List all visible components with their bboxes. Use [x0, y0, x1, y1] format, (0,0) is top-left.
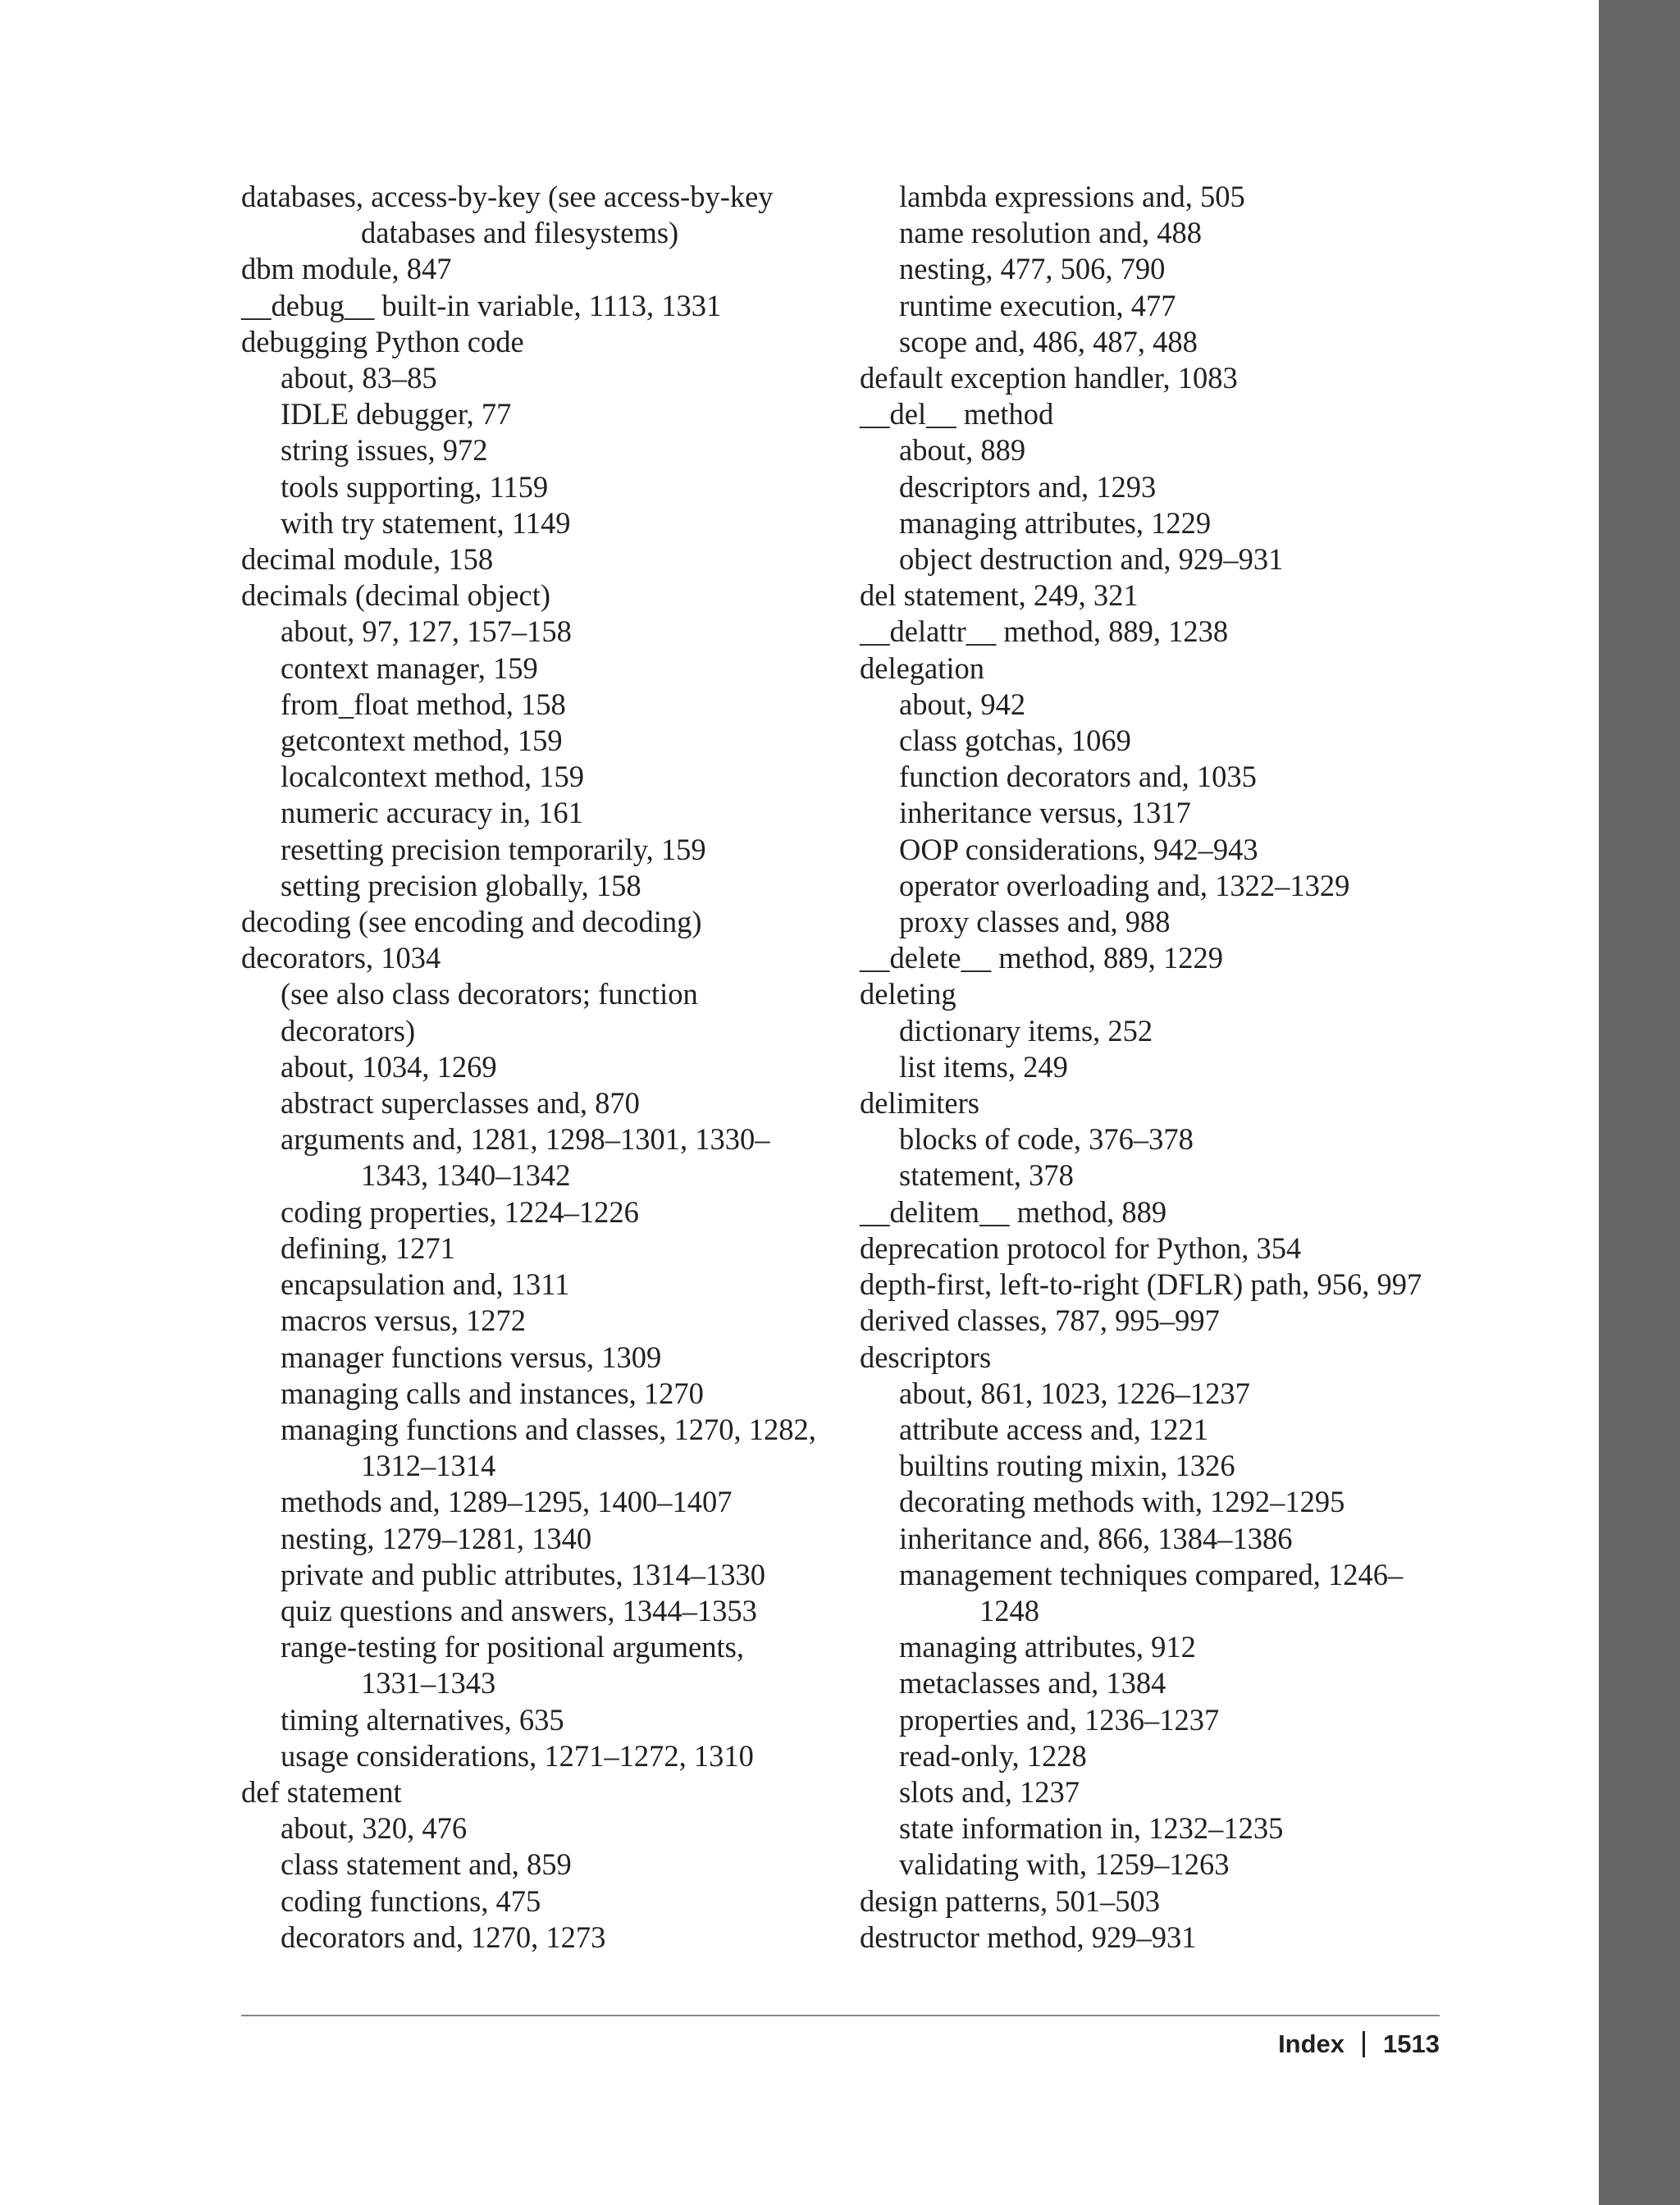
entry-text: default exception handler, 1083 — [860, 361, 1238, 395]
index-subentry — [860, 832, 1483, 868]
entry-text: IDLE debugger, 77 — [281, 397, 512, 431]
index-subentry — [860, 1557, 1483, 1629]
index-subentry — [241, 1230, 865, 1267]
index-column-left — [241, 179, 865, 1956]
entry-text: about, 1034, 1269 — [281, 1049, 497, 1084]
index-subentry — [860, 1448, 1483, 1484]
entry-text: __delete__ method, 889, 1229 — [860, 941, 1223, 975]
page-footer — [1278, 2028, 1440, 2061]
entry-text: def statement — [241, 1774, 402, 1809]
entry-continuation: 1248 — [979, 1593, 1039, 1628]
entry-text: about, 83–85 — [281, 361, 437, 395]
footer-rule — [241, 2015, 1440, 2016]
index-subentry — [860, 1121, 1483, 1157]
entry-text: defining, 1271 — [281, 1230, 455, 1265]
entry-text: manager functions versus, 1309 — [281, 1340, 662, 1374]
index-subentry — [241, 832, 865, 868]
entry-text: decimal module, 158 — [241, 542, 494, 577]
entry-text: about, 942 — [899, 687, 1026, 721]
entry-text: coding properties, 1224–1226 — [281, 1194, 639, 1229]
entry-text: slots and, 1237 — [899, 1774, 1080, 1809]
entry-text: about, 861, 1023, 1226–1237 — [899, 1376, 1250, 1410]
entry-text: timing alternatives, 635 — [281, 1702, 564, 1737]
entry-text: __delattr__ method, 889, 1238 — [860, 614, 1229, 649]
index-subentry — [860, 1702, 1483, 1738]
index-entry — [241, 904, 865, 940]
index-subentry — [241, 723, 865, 759]
page-edge-bar — [1599, 0, 1680, 2205]
index-entry — [860, 1920, 1483, 1956]
entry-text: name resolution and, 488 — [899, 216, 1202, 250]
index-subentry — [241, 1049, 865, 1085]
entry-text: blocks of code, 376–378 — [899, 1122, 1194, 1157]
index-subentry — [241, 1557, 865, 1593]
entry-continuation: 1312–1314 — [361, 1449, 496, 1483]
entry-text: OOP considerations, 942–943 — [899, 832, 1258, 866]
entry-text: destructor method, 929–931 — [860, 1920, 1197, 1954]
entry-text: about, 889 — [899, 433, 1026, 468]
entry-text: decoding (see encoding and decoding) — [241, 905, 702, 939]
index-subentry — [860, 1157, 1483, 1194]
entry-text: object destruction and, 929–931 — [899, 542, 1284, 577]
index-subentry — [241, 1810, 865, 1847]
index-column-right — [860, 179, 1483, 1956]
entry-text: metaclasses and, 1384 — [899, 1666, 1166, 1701]
entry-text: string issues, 972 — [281, 433, 488, 468]
index-subentry — [241, 1521, 865, 1557]
index-entry — [241, 578, 865, 614]
entry-text: decorators and, 1270, 1273 — [281, 1920, 606, 1954]
entry-text: function decorators and, 1035 — [899, 760, 1257, 794]
index-entry — [860, 1340, 1483, 1376]
index-subentry — [241, 759, 865, 795]
index-subentry — [241, 1303, 865, 1339]
entry-text: about, 320, 476 — [281, 1811, 468, 1846]
index-subentry — [241, 1013, 865, 1049]
index-subentry — [860, 687, 1483, 723]
entry-text: about, 97, 127, 157–158 — [281, 614, 572, 649]
entry-text: context manager, 159 — [281, 651, 538, 685]
index-subentry — [860, 1774, 1483, 1810]
page-number: 1513 — [1383, 2029, 1440, 2058]
entry-text: list items, 249 — [899, 1049, 1068, 1084]
index-entry — [860, 1230, 1483, 1267]
index-subentry — [860, 179, 1483, 215]
entry-text: encapsulation and, 1311 — [281, 1267, 570, 1302]
index-entry — [241, 324, 865, 360]
index-subentry — [241, 614, 865, 650]
entry-text: __debug__ built-in variable, 1113, 1331 — [241, 288, 722, 322]
index-entry — [241, 541, 865, 578]
entry-text: numeric accuracy in, 161 — [281, 796, 583, 830]
entry-continuation: 1331–1343 — [361, 1666, 496, 1701]
entry-text: private and public attributes, 1314–1330 — [281, 1557, 765, 1591]
entry-text: deleting — [860, 977, 956, 1011]
entry-text: managing attributes, 912 — [899, 1630, 1196, 1664]
index-subentry — [241, 1484, 865, 1520]
index-subentry — [241, 1847, 865, 1883]
entry-text: dbm module, 847 — [241, 252, 452, 286]
index-subentry — [860, 251, 1483, 287]
index-entry — [860, 1883, 1483, 1920]
index-subentry — [241, 1194, 865, 1230]
index-subentry — [860, 432, 1483, 468]
index-entry — [860, 396, 1483, 432]
index-subentry — [860, 215, 1483, 251]
entry-continuation: databases and filesystems) — [361, 216, 679, 250]
index-entry — [241, 940, 865, 976]
entry-text: usage considerations, 1271–1272, 1310 — [281, 1738, 754, 1773]
entry-text: statement, 378 — [899, 1158, 1074, 1193]
index-subentry — [241, 1883, 865, 1920]
index-entry — [241, 179, 865, 251]
index-subentry — [241, 469, 865, 505]
entry-text: depth-first, left-to-right (DFLR) path, 956, 997 — [860, 1267, 1422, 1302]
entry-text: operator overloading and, 1322–1329 — [899, 868, 1350, 902]
index-subentry — [241, 1629, 865, 1701]
entry-text: inheritance versus, 1317 — [899, 796, 1191, 830]
entry-text: builtins routing mixin, 1326 — [899, 1449, 1235, 1483]
index-subentry — [860, 904, 1483, 940]
entry-text: getcontext method, 159 — [281, 724, 563, 758]
entry-text: localcontext method, 159 — [281, 760, 584, 794]
index-subentry — [241, 1121, 865, 1194]
entry-text: class statement and, 859 — [281, 1847, 572, 1882]
entry-text: proxy classes and, 988 — [899, 905, 1171, 939]
entry-text: delegation — [860, 651, 985, 685]
index-subentry — [860, 1376, 1483, 1412]
entry-text: managing calls and instances, 1270 — [281, 1376, 704, 1410]
entry-text: decorators) — [281, 1013, 416, 1048]
index-subentry — [241, 505, 865, 541]
index-subentry — [860, 795, 1483, 831]
index-subentry — [241, 1702, 865, 1738]
entry-text: managing functions and classes, 1270, 1282, — [281, 1412, 816, 1446]
index-subentry — [241, 651, 865, 687]
entry-text: del statement, 249, 321 — [860, 578, 1139, 613]
entry-text: abstract superclasses and, 870 — [281, 1086, 640, 1121]
entry-text: managing attributes, 1229 — [899, 505, 1212, 540]
entry-text: with try statement, 1149 — [281, 505, 571, 540]
index-subentry — [860, 1484, 1483, 1520]
index-entry — [241, 288, 865, 324]
index-subentry — [860, 1665, 1483, 1701]
index-subentry — [860, 1847, 1483, 1883]
entry-text: deprecation protocol for Python, 354 — [860, 1230, 1302, 1265]
index-subentry — [241, 687, 865, 723]
index-subentry — [241, 1085, 865, 1121]
entry-text: descriptors and, 1293 — [899, 469, 1157, 504]
entry-text: arguments and, 1281, 1298–1301, 1330– — [281, 1122, 770, 1157]
index-subentry — [860, 1521, 1483, 1557]
index-entry — [860, 1267, 1483, 1303]
entry-text: methods and, 1289–1295, 1400–1407 — [281, 1485, 733, 1519]
index-subentry — [860, 1412, 1483, 1448]
index-entry — [860, 1303, 1483, 1339]
entry-text: class gotchas, 1069 — [899, 724, 1131, 758]
index-entry — [860, 940, 1483, 976]
index-subentry — [241, 1593, 865, 1629]
index-subentry — [241, 1920, 865, 1956]
index-entry — [860, 614, 1483, 650]
index-subentry — [241, 396, 865, 432]
index-entry — [860, 360, 1483, 396]
entry-text: __delitem__ method, 889 — [860, 1194, 1167, 1229]
entry-text: decimals (decimal object) — [241, 578, 550, 613]
entry-text: dictionary items, 252 — [899, 1013, 1153, 1048]
index-subentry — [860, 324, 1483, 360]
index-subentry — [860, 1013, 1483, 1049]
index-subentry — [860, 1738, 1483, 1774]
entry-text: __del__ method — [860, 397, 1054, 431]
entry-text: range-testing for positional arguments, — [281, 1630, 744, 1664]
entry-text: setting precision globally, 158 — [281, 868, 641, 902]
index-entry — [860, 1194, 1483, 1230]
index-subentry — [241, 360, 865, 396]
index-subentry — [860, 723, 1483, 759]
entry-text: (see also class decorators; function — [281, 977, 698, 1011]
index-subentry — [241, 1267, 865, 1303]
entry-text: derived classes, 787, 995–997 — [860, 1303, 1220, 1338]
entry-text: properties and, 1236–1237 — [899, 1702, 1220, 1737]
index-subentry — [241, 1340, 865, 1376]
index-subentry — [860, 759, 1483, 795]
entry-text: descriptors — [860, 1340, 992, 1374]
entry-text: attribute access and, 1221 — [899, 1412, 1209, 1446]
index-entry — [860, 976, 1483, 1012]
index-subentry — [860, 288, 1483, 324]
index-subentry — [860, 505, 1483, 541]
index-subentry — [241, 795, 865, 831]
index-entry — [241, 251, 865, 287]
entry-text: from_float method, 158 — [281, 687, 566, 721]
entry-text: inheritance and, 866, 1384–1386 — [899, 1521, 1293, 1555]
index-subentry — [860, 469, 1483, 505]
entry-text: read-only, 1228 — [899, 1738, 1087, 1773]
entry-text: coding functions, 475 — [281, 1883, 541, 1918]
index-subentry — [241, 1412, 865, 1484]
entry-text: decorating methods with, 1292–1295 — [899, 1485, 1345, 1519]
entry-text: management techniques compared, 1246– — [899, 1557, 1404, 1591]
entry-text: quiz questions and answers, 1344–1353 — [281, 1593, 757, 1628]
entry-continuation: 1343, 1340–1342 — [361, 1158, 571, 1193]
entry-text: state information in, 1232–1235 — [899, 1811, 1284, 1846]
entry-text: delimiters — [860, 1086, 979, 1121]
index-subentry — [241, 868, 865, 904]
entry-text: runtime execution, 477 — [899, 288, 1176, 322]
entry-text: debugging Python code — [241, 324, 524, 358]
index-subentry — [241, 1738, 865, 1774]
index-subentry — [860, 541, 1483, 578]
index-subentry — [241, 976, 865, 1012]
index-subentry — [860, 868, 1483, 904]
footer-separator — [1363, 2031, 1365, 2057]
index-entry — [860, 1085, 1483, 1121]
entry-text: scope and, 486, 487, 488 — [899, 324, 1198, 358]
index-subentry — [860, 1629, 1483, 1665]
entry-text: nesting, 477, 506, 790 — [899, 252, 1166, 286]
index-entry — [860, 651, 1483, 687]
index-subentry — [241, 1376, 865, 1412]
footer-section-label: Index — [1278, 2029, 1345, 2058]
entry-text: macros versus, 1272 — [281, 1303, 527, 1338]
index-subentry — [860, 1810, 1483, 1847]
entry-text: decorators, 1034 — [241, 941, 441, 975]
entry-text: design patterns, 501–503 — [860, 1883, 1160, 1918]
index-entry — [860, 578, 1483, 614]
index-subentry — [241, 432, 865, 468]
entry-text: resetting precision temporarily, 159 — [281, 832, 706, 866]
index-subentry — [860, 1049, 1483, 1085]
index-entry — [241, 1774, 865, 1810]
entry-text: databases, access-by-key (see access-by-key — [241, 180, 774, 213]
entry-text: nesting, 1279–1281, 1340 — [281, 1521, 592, 1555]
entry-text: validating with, 1259–1263 — [899, 1847, 1230, 1882]
entry-text: tools supporting, 1159 — [281, 469, 549, 504]
entry-text: lambda expressions and, 505 — [899, 180, 1245, 213]
